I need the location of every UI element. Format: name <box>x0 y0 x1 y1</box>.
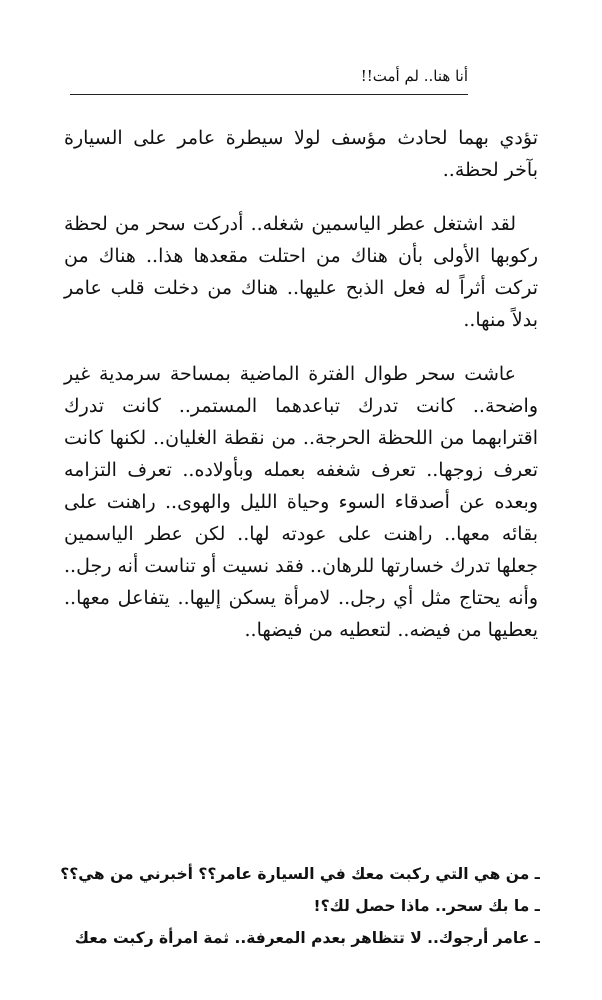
dialogue-line: ـ ما بك سحر.. ماذا حصل لك؟! <box>313 897 540 915</box>
paragraph: عاشت سحر طوال الفترة الماضية بمساحة سرمدية غير واضحة.. كانت تدرك تباعدهما المستمر.. كانت تدرك اقترابهما من اللحظة الحرجة.. من نقطة الغليان.. لكنها كانت تعرف زوجها.. تعرف شغفه بعمله وبأولاده.. تعرف التزامه وبعده عن أصدقاء السوء وحياة الليل والهوى.. راهنت على بقائه معها.. راهنت على عودته لها.. لكن عطر الياسمين جعلها تدرك خسارتها للرهان.. فقد نسيت أو تناست أنه رجل.. وأنه يحتاج مثل أي رجل.. لامرأة يسكن إليها.. يتفاعل معها.. يعطيها من فيضه.. لتعطيه من فيضها.. <box>64 363 538 641</box>
dialogue-line: ـ عامر أرجوك.. لا تتظاهر بعدم المعرفة.. ثمة امرأة ركبت معك <box>74 929 540 947</box>
dialogue-line: ـ من هي التي ركبت معك في السيارة عامر؟؟ أخبرني من هي؟؟ <box>60 865 540 883</box>
paragraph: تؤدي بهما لحادث مؤسف لولا سيطرة عامر على السيارة بآخر لحظة.. <box>64 127 538 181</box>
paragraph: لقد اشتغل عطر الياسمين شغله.. أدركت سحر من لحظة ركوبها الأولى بأن هناك من احتلت مقعدها هذا.. هناك من تركت أثراً له فعل الذبح عليها.. هناك من دخلت قلب عامر بدلاً منها.. <box>64 213 538 331</box>
running-header: أنا هنا.. لم أمت!! <box>360 67 468 85</box>
body-text <box>64 122 538 668</box>
dialogue-block <box>60 858 540 954</box>
header-rule <box>70 94 468 95</box>
